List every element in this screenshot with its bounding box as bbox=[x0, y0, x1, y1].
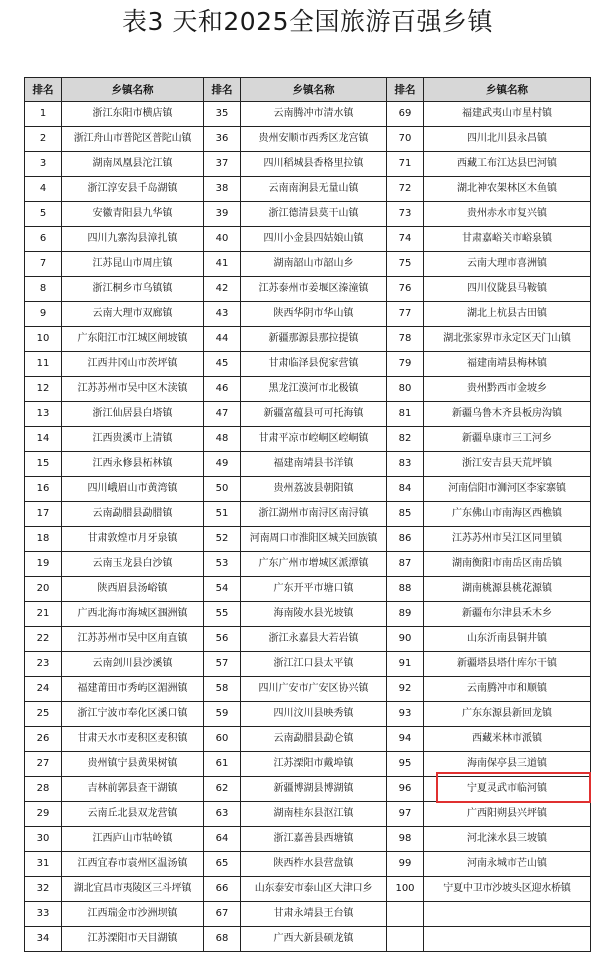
rank-cell: 17 bbox=[25, 502, 62, 527]
town-name-cell: 四川稻城县香格里拉镇 bbox=[241, 152, 387, 177]
town-name-cell: 江西瑞金市沙洲坝镇 bbox=[62, 902, 204, 927]
rank-cell: 40 bbox=[204, 227, 241, 252]
table-row bbox=[25, 102, 591, 127]
town-name-cell: 浙江舟山市普陀区普陀山镇 bbox=[62, 127, 204, 152]
town-name-cell: 云南大理市双廊镇 bbox=[62, 302, 204, 327]
rank-cell: 77 bbox=[387, 302, 424, 327]
town-name-cell: 甘肃敦煌市月牙泉镇 bbox=[62, 527, 204, 552]
town-name-cell: 贵州赤水市复兴镇 bbox=[424, 202, 591, 227]
rank-cell: 62 bbox=[204, 777, 241, 802]
town-name-cell: 江西贵溪市上清镇 bbox=[62, 427, 204, 452]
town-name-cell: 浙江永嘉县大若岩镇 bbox=[241, 627, 387, 652]
table-row bbox=[25, 902, 591, 927]
rank-cell: 100 bbox=[387, 877, 424, 902]
table-row bbox=[25, 552, 591, 577]
town-name-cell: 四川峨眉山市黄湾镇 bbox=[62, 477, 204, 502]
table-row bbox=[25, 927, 591, 952]
town-name-cell: 湖南桂东县沤江镇 bbox=[241, 802, 387, 827]
rank-cell: 26 bbox=[25, 727, 62, 752]
rank-cell: 91 bbox=[387, 652, 424, 677]
table-row bbox=[25, 502, 591, 527]
rank-cell: 97 bbox=[387, 802, 424, 827]
town-name-cell: 广西北海市海城区涠洲镇 bbox=[62, 602, 204, 627]
town-name-cell: 云南大理市喜洲镇 bbox=[424, 252, 591, 277]
header-town-name: 乡镇名称 bbox=[62, 78, 204, 102]
rank-cell bbox=[387, 927, 424, 952]
town-name-cell bbox=[424, 902, 591, 927]
town-name-cell: 黑龙江漠河市北极镇 bbox=[241, 377, 387, 402]
town-name-cell: 甘肃临泽县倪家营镇 bbox=[241, 352, 387, 377]
rank-cell bbox=[387, 902, 424, 927]
rank-cell: 95 bbox=[387, 752, 424, 777]
town-name-cell: 新疆富蕴县可可托海镇 bbox=[241, 402, 387, 427]
town-name-cell: 湖南韶山市韶山乡 bbox=[241, 252, 387, 277]
rank-cell: 28 bbox=[25, 777, 62, 802]
rank-cell: 18 bbox=[25, 527, 62, 552]
town-name-cell: 甘肃永靖县王台镇 bbox=[241, 902, 387, 927]
town-name-cell: 宁夏灵武市临河镇 bbox=[424, 777, 591, 802]
town-name-cell: 云南勐腊县勐仑镇 bbox=[241, 727, 387, 752]
town-name-cell: 西藏工布江达县巴河镇 bbox=[424, 152, 591, 177]
rank-cell: 42 bbox=[204, 277, 241, 302]
rank-cell: 41 bbox=[204, 252, 241, 277]
table-row bbox=[25, 802, 591, 827]
rank-cell: 87 bbox=[387, 552, 424, 577]
rank-cell: 76 bbox=[387, 277, 424, 302]
header-town-name: 乡镇名称 bbox=[241, 78, 387, 102]
table-body bbox=[25, 102, 591, 952]
rank-cell: 20 bbox=[25, 577, 62, 602]
town-name-cell: 浙江江口县太平镇 bbox=[241, 652, 387, 677]
rank-cell: 45 bbox=[204, 352, 241, 377]
rank-cell: 94 bbox=[387, 727, 424, 752]
table-row bbox=[25, 352, 591, 377]
rank-cell: 3 bbox=[25, 152, 62, 177]
rank-cell: 68 bbox=[204, 927, 241, 952]
rank-cell: 93 bbox=[387, 702, 424, 727]
table-row bbox=[25, 277, 591, 302]
rank-cell: 7 bbox=[25, 252, 62, 277]
town-name-cell: 四川广安市广安区协兴镇 bbox=[241, 677, 387, 702]
town-name-cell: 陕西柞水县营盘镇 bbox=[241, 852, 387, 877]
rank-cell: 11 bbox=[25, 352, 62, 377]
town-name-cell: 河北涞水县三坡镇 bbox=[424, 827, 591, 852]
rank-cell: 72 bbox=[387, 177, 424, 202]
rank-cell: 70 bbox=[387, 127, 424, 152]
table-row bbox=[25, 627, 591, 652]
rank-cell: 64 bbox=[204, 827, 241, 852]
rank-cell: 85 bbox=[387, 502, 424, 527]
table-row bbox=[25, 377, 591, 402]
rank-cell: 29 bbox=[25, 802, 62, 827]
rank-cell: 2 bbox=[25, 127, 62, 152]
town-name-cell: 江苏苏州市吴江区同里镇 bbox=[424, 527, 591, 552]
town-name-cell: 湖北上杭县古田镇 bbox=[424, 302, 591, 327]
town-name-cell: 新疆阜康市三工河乡 bbox=[424, 427, 591, 452]
rank-cell: 71 bbox=[387, 152, 424, 177]
table-row bbox=[25, 152, 591, 177]
rank-cell: 16 bbox=[25, 477, 62, 502]
town-name-cell: 贵州黔西市金坡乡 bbox=[424, 377, 591, 402]
rank-cell: 67 bbox=[204, 902, 241, 927]
rank-cell: 25 bbox=[25, 702, 62, 727]
rank-cell: 33 bbox=[25, 902, 62, 927]
town-name-cell: 湖南凤凰县沱江镇 bbox=[62, 152, 204, 177]
header-rank: 排名 bbox=[387, 78, 424, 102]
town-name-cell: 浙江安吉县天荒坪镇 bbox=[424, 452, 591, 477]
table-row bbox=[25, 127, 591, 152]
town-name-cell: 福建武夷山市星村镇 bbox=[424, 102, 591, 127]
header-town-name: 乡镇名称 bbox=[424, 78, 591, 102]
rank-cell: 56 bbox=[204, 627, 241, 652]
town-name-cell: 陕西眉县汤峪镇 bbox=[62, 577, 204, 602]
rank-cell: 38 bbox=[204, 177, 241, 202]
table-row bbox=[25, 827, 591, 852]
town-name-cell: 贵州镇宁县黄果树镇 bbox=[62, 752, 204, 777]
rank-cell: 23 bbox=[25, 652, 62, 677]
rank-cell: 92 bbox=[387, 677, 424, 702]
rank-cell: 88 bbox=[387, 577, 424, 602]
town-name-cell: 西藏米林市派镇 bbox=[424, 727, 591, 752]
rank-cell: 96 bbox=[387, 777, 424, 802]
rank-cell: 8 bbox=[25, 277, 62, 302]
rank-cell: 43 bbox=[204, 302, 241, 327]
town-name-cell: 浙江桐乡市乌镇镇 bbox=[62, 277, 204, 302]
town-name-cell: 云南腾冲市和顺镇 bbox=[424, 677, 591, 702]
rank-cell: 35 bbox=[204, 102, 241, 127]
rank-cell: 10 bbox=[25, 327, 62, 352]
rank-cell: 61 bbox=[204, 752, 241, 777]
town-name-cell: 甘肃平凉市崆峒区崆峒镇 bbox=[241, 427, 387, 452]
rank-cell: 69 bbox=[387, 102, 424, 127]
rank-cell: 53 bbox=[204, 552, 241, 577]
town-name-cell: 四川九寨沟县漳扎镇 bbox=[62, 227, 204, 252]
town-name-cell: 浙江东阳市横店镇 bbox=[62, 102, 204, 127]
town-name-cell: 云南腾冲市清水镇 bbox=[241, 102, 387, 127]
rank-cell: 84 bbox=[387, 477, 424, 502]
town-name-cell: 湖北宜昌市夷陵区三斗坪镇 bbox=[62, 877, 204, 902]
town-name-cell: 广东广州市增城区派潭镇 bbox=[241, 552, 387, 577]
rank-cell: 27 bbox=[25, 752, 62, 777]
town-name-cell: 浙江淳安县千岛湖镇 bbox=[62, 177, 204, 202]
rank-cell: 98 bbox=[387, 827, 424, 852]
rank-cell: 13 bbox=[25, 402, 62, 427]
table-row bbox=[25, 727, 591, 752]
town-name-cell: 海南保亭县三道镇 bbox=[424, 752, 591, 777]
town-name-cell: 湖北张家界市永定区天门山镇 bbox=[424, 327, 591, 352]
rank-cell: 37 bbox=[204, 152, 241, 177]
ranking-table bbox=[24, 77, 591, 952]
rank-cell: 79 bbox=[387, 352, 424, 377]
town-name-cell: 江苏昆山市周庄镇 bbox=[62, 252, 204, 277]
rank-cell: 89 bbox=[387, 602, 424, 627]
town-name-cell: 浙江湖州市南浔区南浔镇 bbox=[241, 502, 387, 527]
town-name-cell: 江苏泰州市姜堰区溱潼镇 bbox=[241, 277, 387, 302]
rank-cell: 12 bbox=[25, 377, 62, 402]
rank-cell: 32 bbox=[25, 877, 62, 902]
rank-cell: 81 bbox=[387, 402, 424, 427]
town-name-cell: 云南南涧县无量山镇 bbox=[241, 177, 387, 202]
town-name-cell: 新疆布尔津县禾木乡 bbox=[424, 602, 591, 627]
table-row bbox=[25, 402, 591, 427]
rank-cell: 51 bbox=[204, 502, 241, 527]
town-name-cell: 江西井冈山市茨坪镇 bbox=[62, 352, 204, 377]
table-row bbox=[25, 877, 591, 902]
rank-cell: 49 bbox=[204, 452, 241, 477]
rank-cell: 58 bbox=[204, 677, 241, 702]
town-name-cell: 甘肃嘉峪关市峪泉镇 bbox=[424, 227, 591, 252]
table-row bbox=[25, 577, 591, 602]
rank-cell: 44 bbox=[204, 327, 241, 352]
table-row bbox=[25, 427, 591, 452]
table-row bbox=[25, 702, 591, 727]
rank-cell: 36 bbox=[204, 127, 241, 152]
town-name-cell bbox=[424, 927, 591, 952]
town-name-cell: 河南永城市芒山镇 bbox=[424, 852, 591, 877]
rank-cell: 74 bbox=[387, 227, 424, 252]
rank-cell: 65 bbox=[204, 852, 241, 877]
rank-cell: 75 bbox=[387, 252, 424, 277]
town-name-cell: 贵州荔波县朝阳镇 bbox=[241, 477, 387, 502]
town-name-cell: 浙江嘉善县西塘镇 bbox=[241, 827, 387, 852]
rank-cell: 1 bbox=[25, 102, 62, 127]
rank-cell: 34 bbox=[25, 927, 62, 952]
rank-cell: 24 bbox=[25, 677, 62, 702]
page-title: 表3 天和2025全国旅游百强乡镇 bbox=[122, 7, 493, 36]
rank-cell: 39 bbox=[204, 202, 241, 227]
header-rank: 排名 bbox=[204, 78, 241, 102]
rank-cell: 63 bbox=[204, 802, 241, 827]
rank-cell: 30 bbox=[25, 827, 62, 852]
town-name-cell: 江苏溧阳市戴埠镇 bbox=[241, 752, 387, 777]
header-rank: 排名 bbox=[25, 78, 62, 102]
rank-cell: 52 bbox=[204, 527, 241, 552]
rank-cell: 99 bbox=[387, 852, 424, 877]
rank-cell: 48 bbox=[204, 427, 241, 452]
town-name-cell: 云南剑川县沙溪镇 bbox=[62, 652, 204, 677]
rank-cell: 21 bbox=[25, 602, 62, 627]
town-name-cell: 云南丘北县双龙营镇 bbox=[62, 802, 204, 827]
table-row bbox=[25, 677, 591, 702]
town-name-cell: 湖南衡阳市南岳区南岳镇 bbox=[424, 552, 591, 577]
town-name-cell: 云南玉龙县白沙镇 bbox=[62, 552, 204, 577]
town-name-cell: 江苏溧阳市天目湖镇 bbox=[62, 927, 204, 952]
rank-cell: 80 bbox=[387, 377, 424, 402]
rank-cell: 57 bbox=[204, 652, 241, 677]
rank-cell: 54 bbox=[204, 577, 241, 602]
rank-cell: 50 bbox=[204, 477, 241, 502]
rank-cell: 14 bbox=[25, 427, 62, 452]
town-name-cell: 福建南靖县书洋镇 bbox=[241, 452, 387, 477]
town-name-cell: 新疆塔县塔什库尔干镇 bbox=[424, 652, 591, 677]
highlight-box bbox=[436, 772, 591, 803]
town-name-cell: 浙江宁波市奉化区溪口镇 bbox=[62, 702, 204, 727]
rank-cell: 66 bbox=[204, 877, 241, 902]
table-row bbox=[25, 302, 591, 327]
town-name-cell: 江西永修县柘林镇 bbox=[62, 452, 204, 477]
town-name-cell: 湖北神农架林区木鱼镇 bbox=[424, 177, 591, 202]
table-row bbox=[25, 452, 591, 477]
town-name-cell: 福建南靖县梅林镇 bbox=[424, 352, 591, 377]
town-name-cell: 陕西华阴市华山镇 bbox=[241, 302, 387, 327]
rank-cell: 19 bbox=[25, 552, 62, 577]
town-name-cell: 海南陵水县光坡镇 bbox=[241, 602, 387, 627]
rank-cell: 6 bbox=[25, 227, 62, 252]
town-name-cell: 新疆那源县那拉提镇 bbox=[241, 327, 387, 352]
town-name-cell: 四川汶川县映秀镇 bbox=[241, 702, 387, 727]
rank-cell: 82 bbox=[387, 427, 424, 452]
rank-cell: 78 bbox=[387, 327, 424, 352]
town-name-cell: 四川仪陇县马鞍镇 bbox=[424, 277, 591, 302]
table-row bbox=[25, 202, 591, 227]
town-name-cell: 广西阳朔县兴坪镇 bbox=[424, 802, 591, 827]
town-name-cell: 浙江仙居县白塔镇 bbox=[62, 402, 204, 427]
rank-cell: 86 bbox=[387, 527, 424, 552]
table-row bbox=[25, 602, 591, 627]
town-name-cell: 吉林前郭县查干湖镇 bbox=[62, 777, 204, 802]
town-name-cell: 云南勐腊县勐腊镇 bbox=[62, 502, 204, 527]
town-name-cell: 山东泰安市泰山区大津口乡 bbox=[241, 877, 387, 902]
table-row bbox=[25, 327, 591, 352]
rank-cell: 55 bbox=[204, 602, 241, 627]
town-name-cell: 广东开平市塘口镇 bbox=[241, 577, 387, 602]
table-row bbox=[25, 652, 591, 677]
town-name-cell: 安徽青阳县九华镇 bbox=[62, 202, 204, 227]
rank-cell: 9 bbox=[25, 302, 62, 327]
town-name-cell: 河南周口市淮阳区城关回族镇 bbox=[241, 527, 387, 552]
rank-cell: 5 bbox=[25, 202, 62, 227]
rank-cell: 60 bbox=[204, 727, 241, 752]
rank-cell: 83 bbox=[387, 452, 424, 477]
town-name-cell: 广东佛山市南海区西樵镇 bbox=[424, 502, 591, 527]
table-header-row bbox=[25, 78, 591, 102]
town-name-cell: 浙江德清县莫干山镇 bbox=[241, 202, 387, 227]
table-row bbox=[25, 527, 591, 552]
town-name-cell: 福建莆田市秀屿区湄洲镇 bbox=[62, 677, 204, 702]
table-row bbox=[25, 477, 591, 502]
town-name-cell: 甘肃天水市麦积区麦积镇 bbox=[62, 727, 204, 752]
town-name-cell: 新疆博湖县博湖镇 bbox=[241, 777, 387, 802]
table-row bbox=[25, 252, 591, 277]
town-name-cell: 四川小金县四姑娘山镇 bbox=[241, 227, 387, 252]
rank-cell: 22 bbox=[25, 627, 62, 652]
table-row bbox=[25, 227, 591, 252]
rank-cell: 90 bbox=[387, 627, 424, 652]
town-name-cell: 广东阳江市江城区闸坡镇 bbox=[62, 327, 204, 352]
table-row bbox=[25, 177, 591, 202]
town-name-cell: 宁夏中卫市沙坡头区迎水桥镇 bbox=[424, 877, 591, 902]
town-name-cell: 河南信阳市浉河区李家寨镇 bbox=[424, 477, 591, 502]
town-name-cell: 山东沂南县铜井镇 bbox=[424, 627, 591, 652]
town-name-cell: 江西庐山市牯岭镇 bbox=[62, 827, 204, 852]
rank-cell: 46 bbox=[204, 377, 241, 402]
town-name-cell: 新疆乌鲁木齐县板房沟镇 bbox=[424, 402, 591, 427]
town-name-cell: 四川北川县永昌镇 bbox=[424, 127, 591, 152]
rank-cell: 73 bbox=[387, 202, 424, 227]
rank-cell: 59 bbox=[204, 702, 241, 727]
table-row bbox=[25, 852, 591, 877]
town-name-cell: 江苏苏州市吴中区甪直镇 bbox=[62, 627, 204, 652]
town-name-cell: 广西大新县硕龙镇 bbox=[241, 927, 387, 952]
town-name-cell: 江西宜春市袁州区温汤镇 bbox=[62, 852, 204, 877]
rank-cell: 31 bbox=[25, 852, 62, 877]
town-name-cell: 江苏苏州市吴中区木渎镇 bbox=[62, 377, 204, 402]
rank-cell: 4 bbox=[25, 177, 62, 202]
rank-cell: 15 bbox=[25, 452, 62, 477]
town-name-cell: 湖南桃源县桃花源镇 bbox=[424, 577, 591, 602]
town-name-cell: 广东东源县新回龙镇 bbox=[424, 702, 591, 727]
town-name-cell: 贵州安顺市西秀区龙宫镇 bbox=[241, 127, 387, 152]
rank-cell: 47 bbox=[204, 402, 241, 427]
